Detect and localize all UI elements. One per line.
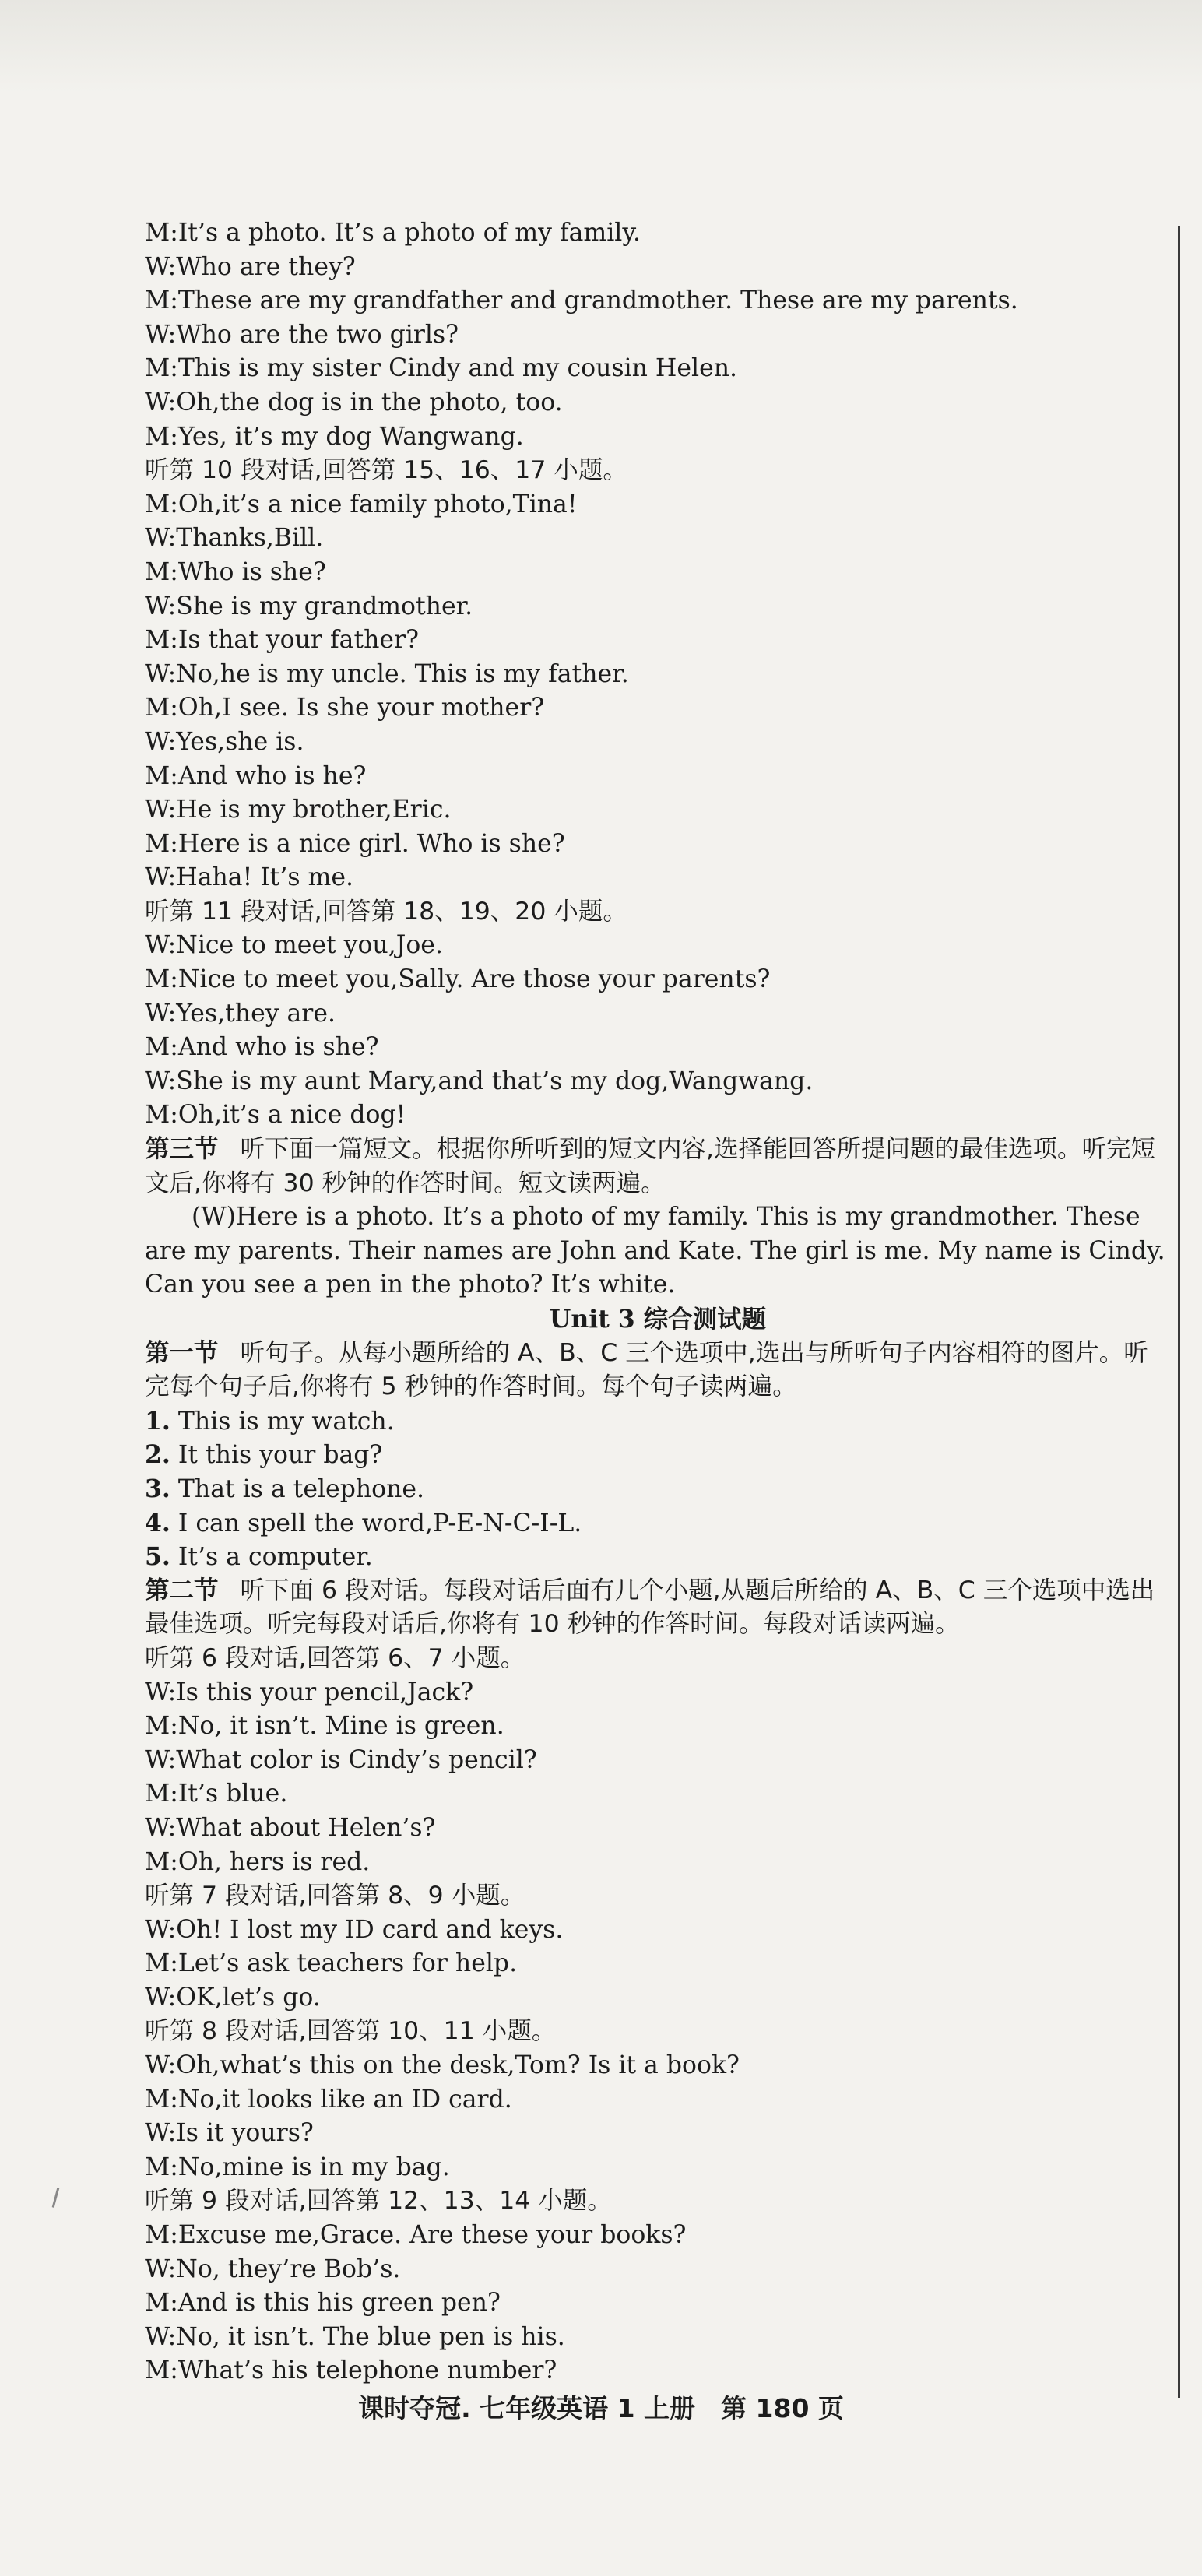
section-one [145, 1337, 1171, 1404]
dialogue-instruction: 听第 9 段对话,回答第 12、13、14 小题。 [145, 2187, 612, 2216]
dialogue-line: W:Yes,they are. [145, 999, 336, 1028]
sentence-number: 1. [145, 1406, 170, 1436]
dialogue-line: M:No, it isn’t. Mine is green. [145, 1712, 504, 1741]
section-two [145, 1574, 1171, 1642]
section-instruction: 听下面一篇短文。根据你所听到的短文内容,选择能回答所提问题的最佳选项。听完短文后,你将有 30 秒钟的作答时间。短文读两遍。 [145, 1135, 1156, 1197]
dialogue-line: M:It’s a photo. It’s a photo of my family. [145, 219, 641, 247]
sentence-number: 4. [145, 1508, 170, 1538]
dialogue-line: M:Oh,I see. Is she your mother? [145, 694, 545, 722]
dialogue-instruction: 听第 6 段对话,回答第 6、7 小题。 [145, 1643, 525, 1672]
sentence-item [145, 1540, 1171, 1574]
sentence-text: That is a telephone. [177, 1474, 425, 1503]
dialogue-line: M:What’s his telephone number? [145, 2356, 557, 2385]
dialogue-line: W:Is this your pencil,Jack? [145, 1678, 474, 1706]
sentence-text: I can spell the word,P-E-N-C-I-L. [177, 1509, 582, 1538]
section-instruction: 听下面 6 段对话。每段对话后面有几个小题,从题后所给的 A、B、C 三个选项中选出最佳选项。听完每段对话后,你将有 10 秒钟的作答时间。每段对话读两遍。 [145, 1576, 1155, 1639]
sentence-text: This is my watch. [177, 1407, 395, 1436]
dialogue-line: M:And who is he? [145, 761, 367, 790]
dialogue-line: W:OK,let’s go. [145, 1983, 321, 2012]
dialogue-line: W:No, it isn’t. The blue pen is his. [145, 2322, 565, 2351]
dialogue-block-bottom [145, 1642, 1171, 2388]
dialogue-line: M:Excuse me,Grace. Are these your books? [145, 2221, 687, 2250]
dialogue-line: M:No,mine is in my bag. [145, 2153, 450, 2181]
dialogue-line: W:She is my grandmother. [145, 592, 473, 620]
sentence-item [145, 1404, 1171, 1439]
dialogue-line: W:Haha! It’s me. [145, 863, 354, 892]
page-footer: 课时夺冠. 七年级英语 1 上册 第 180 页 [358, 2393, 844, 2423]
dialogue-line: W:Is it yours? [145, 2119, 314, 2148]
dialogue-line: M:Is that your father? [145, 626, 419, 655]
dialogue-line: W:He is my brother,Eric. [145, 796, 452, 824]
dialogue-line: M:Oh,it’s a nice dog! [145, 1101, 406, 1130]
section-three [145, 1133, 1171, 1200]
dialogue-line: M:Oh, hers is red. [145, 1847, 371, 1876]
dialogue-line: M:And is this his green pen? [145, 2289, 501, 2318]
dialogue-line: M:Here is a nice girl. Who is she? [145, 829, 565, 858]
sentence-number: 3. [145, 1474, 170, 1503]
dialogue-line: M:Yes, it’s my dog Wangwang. [145, 422, 524, 451]
dialogue-line: M:Who is she? [145, 557, 326, 586]
dialogue-line: W:She is my aunt Mary,and that’s my dog,Wangwang. [145, 1067, 814, 1095]
sentence-number: 2. [145, 1440, 170, 1470]
dialogue-instruction: 听第 10 段对话,回答第 15、16、17 小题。 [145, 456, 627, 485]
dialogue-line: M:No,it looks like an ID card. [145, 2085, 512, 2114]
dialogue-line: W:Nice to meet you,Joe. [145, 931, 443, 960]
passage-text: (W)Here is a photo. It’s a photo of my family. This is my grandmother. These are my parents. Their names are John and Kate. The girl is me. My name is Cindy. Can you see a pen in the photo? It’s white. [145, 1203, 1165, 1299]
dialogue-line: M:Nice to meet you,Sally. Are those your parents? [145, 965, 771, 994]
sentence-item [145, 1506, 1171, 1541]
scan-mark [52, 2188, 60, 2208]
dialogue-line: M:It’s blue. [145, 1780, 288, 1808]
dialogue-line: M:These are my grandfather and grandmother. These are my parents. [145, 286, 1018, 315]
sentence-item [145, 1438, 1171, 1472]
dialogue-line: W:Oh! I lost my ID card and keys. [145, 1915, 564, 1944]
dialogue-line: W:Oh,what’s this on the desk,Tom? Is it a book? [145, 2051, 740, 2080]
sentence-item [145, 1472, 1171, 1506]
dialogue-line: W:Thanks,Bill. [145, 524, 324, 553]
dialogue-instruction: 听第 11 段对话,回答第 18、19、20 小题。 [145, 897, 627, 926]
section-label: 第一节 [145, 1338, 219, 1367]
dialogue-line: W:Oh,the dog is in the photo, too. [145, 388, 563, 416]
sentence-list [145, 1404, 1171, 1574]
dialogue-line: M:Oh,it’s a nice family photo,Tina! [145, 490, 578, 518]
scan-top-shadow [0, 0, 1202, 93]
dialogue-line: M:Let’s ask teachers for help. [145, 1949, 518, 1978]
dialogue-line: W:What color is Cindy’s pencil? [145, 1745, 537, 1774]
dialogue-instruction: 听第 7 段对话,回答第 8、9 小题。 [145, 1882, 525, 1910]
section-label: 第二节 [145, 1576, 219, 1604]
dialogue-block-top [145, 216, 1171, 1133]
dialogue-line: M:And who is she? [145, 1033, 379, 1062]
dialogue-line: W:What about Helen’s? [145, 1813, 436, 1842]
dialogue-line: W:No, they’re Bob’s. [145, 2254, 401, 2283]
dialogue-line: W:Who are the two girls? [145, 320, 459, 349]
section-label: 第三节 [145, 1135, 219, 1164]
page-content [145, 216, 1171, 2388]
section-instruction: 听句子。从每小题所给的 A、B、C 三个选项中,选出与所听句子内容相符的图片。听完每个句子后,你将有 5 秒钟的作答时间。每个句子读两遍。 [145, 1338, 1148, 1401]
unit-heading: Unit 3 综合测试题 [549, 1305, 767, 1334]
dialogue-line: M:This is my sister Cindy and my cousin Helen. [145, 354, 738, 383]
dialogue-line: W:Yes,she is. [145, 727, 304, 756]
dialogue-line: W:No,he is my uncle. This is my father. [145, 659, 629, 688]
dialogue-line: W:Who are they? [145, 252, 356, 281]
margin-rule [1178, 226, 1180, 2398]
sentence-text: It’s a computer. [177, 1543, 373, 1572]
sentence-text: It this your bag? [177, 1441, 383, 1470]
sentence-number: 5. [145, 1542, 170, 1572]
dialogue-instruction: 听第 8 段对话,回答第 10、11 小题。 [145, 2017, 557, 2046]
